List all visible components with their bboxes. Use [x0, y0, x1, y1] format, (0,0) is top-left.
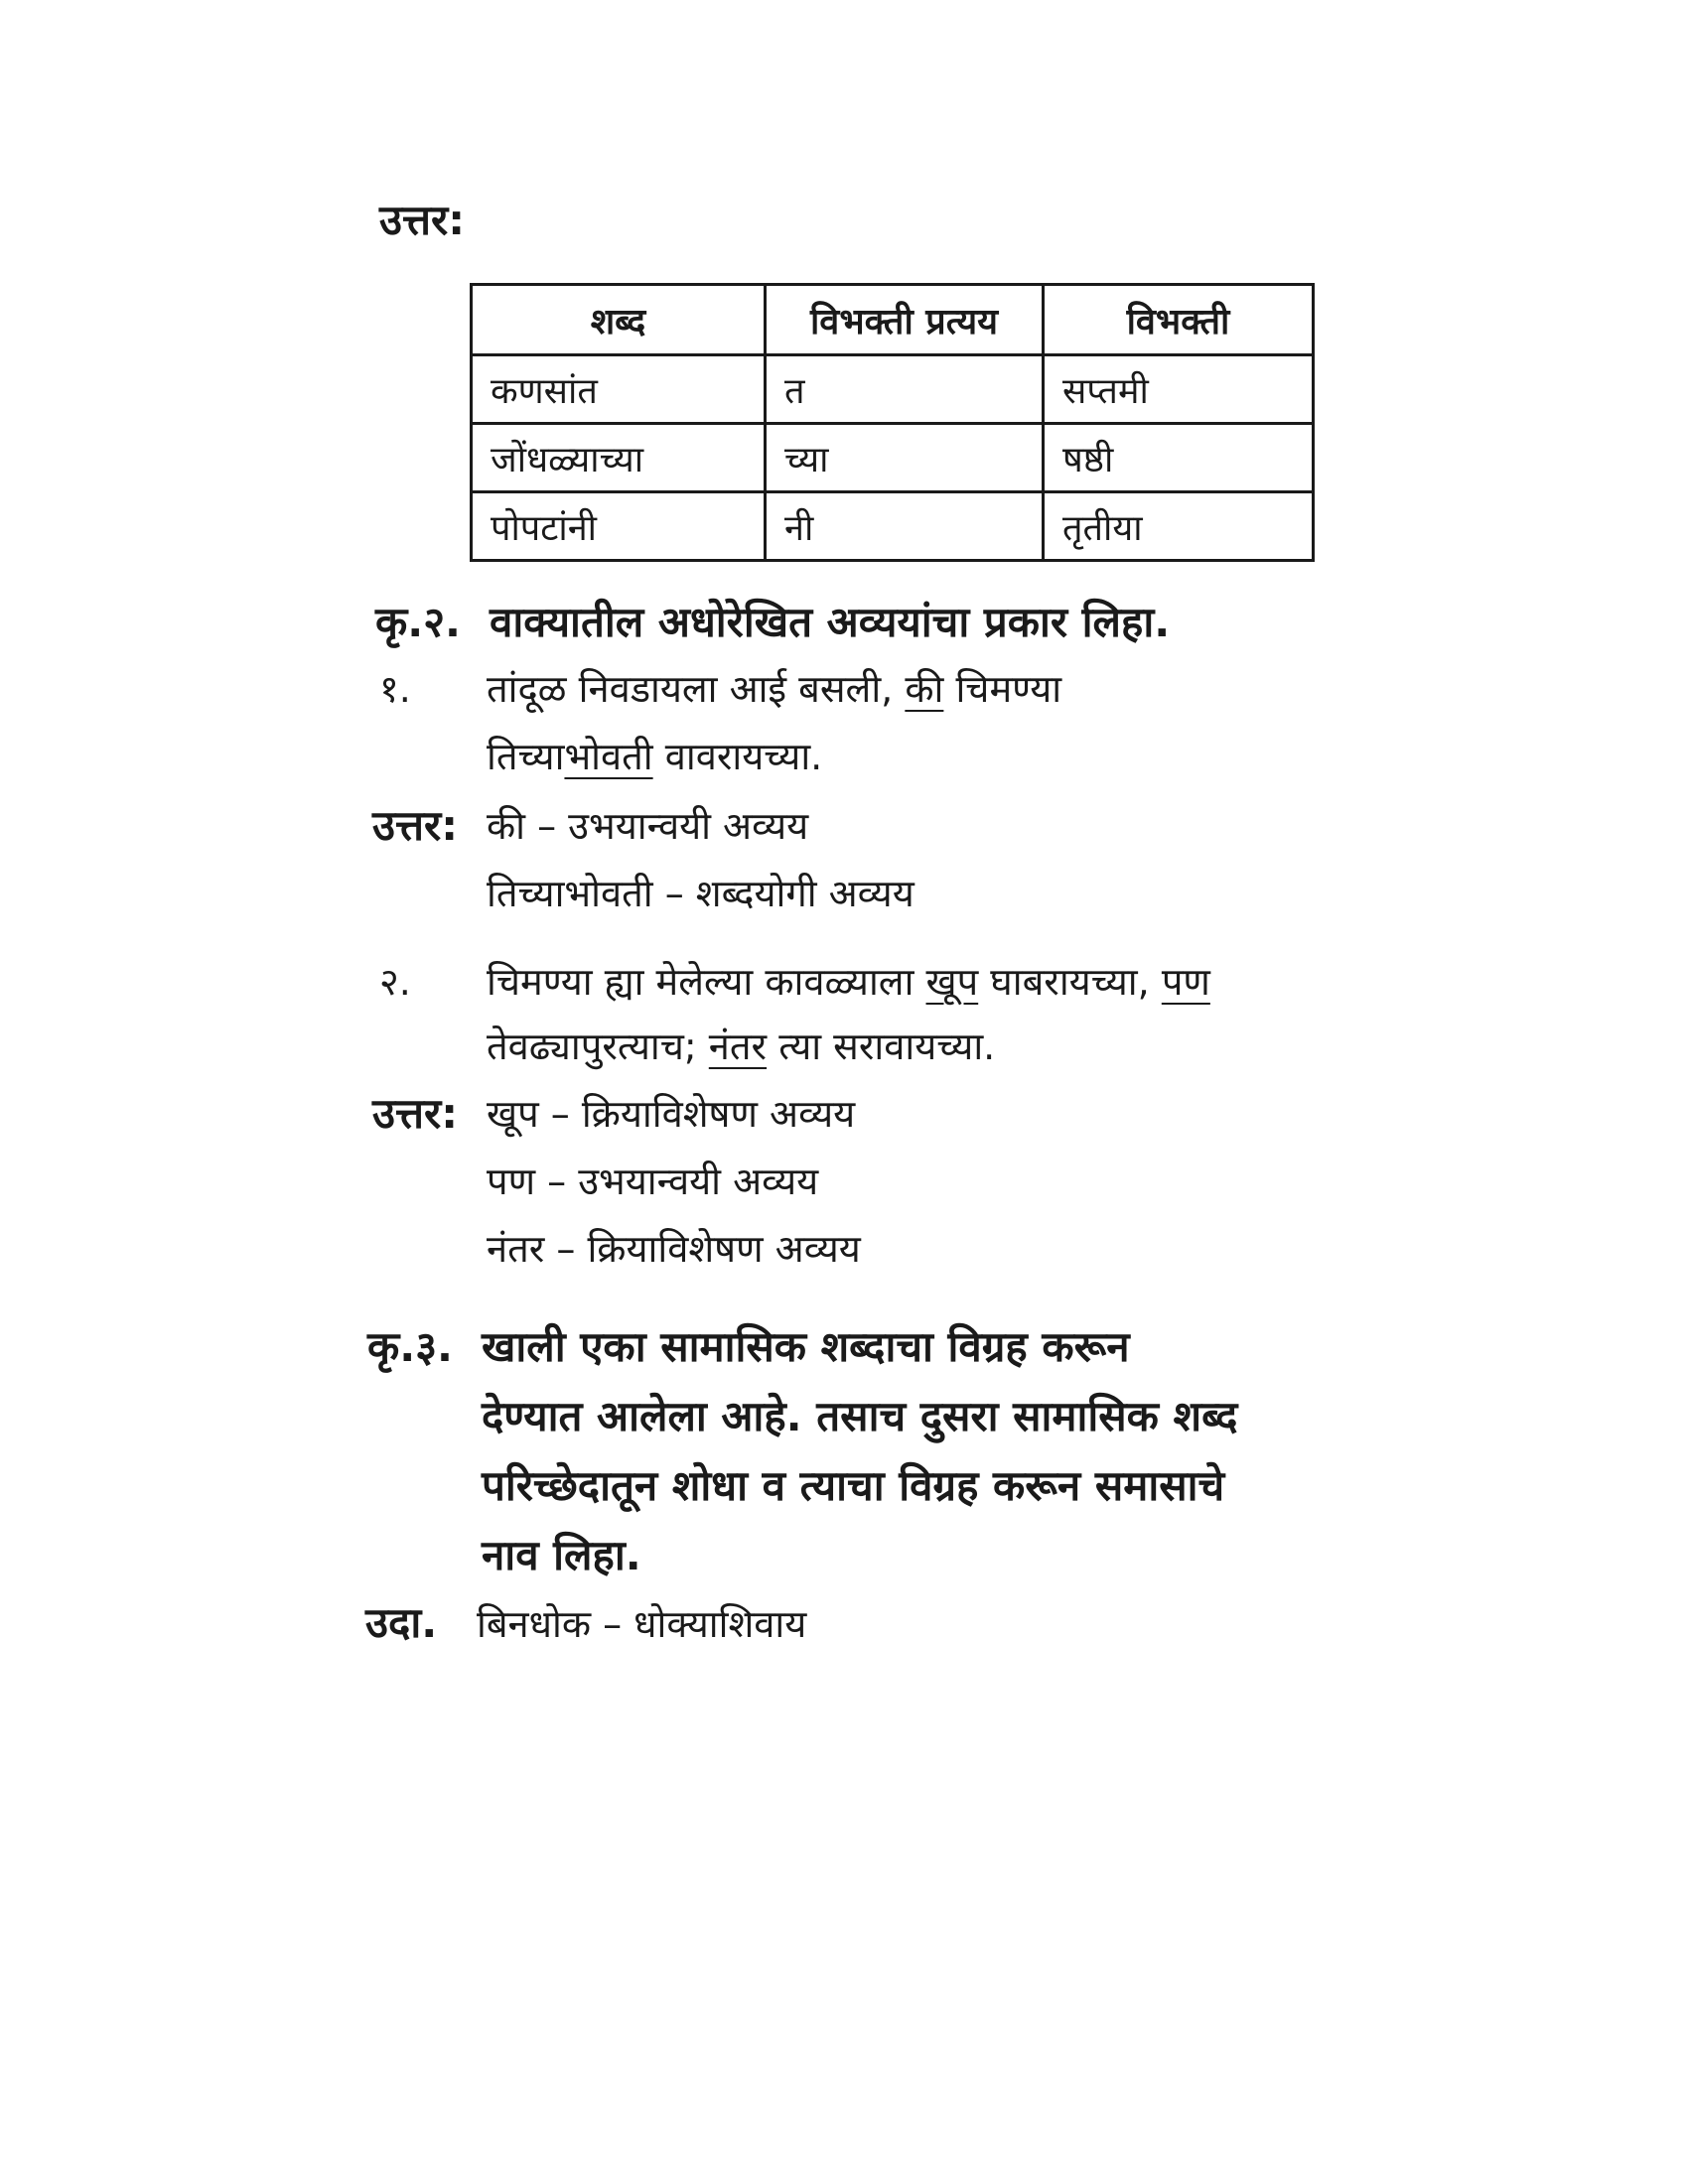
answer-line: तिच्याभोवती – शब्दयोगी अव्यय — [487, 872, 914, 915]
underlined-word: की — [905, 667, 944, 711]
example-text: बिनधोक – धोक्याशिवाय — [477, 1602, 807, 1646]
sentence-text: चिमण्या ह्या मेलेल्या कावळ्याला — [487, 960, 914, 1004]
answer-line: खूप – क्रियाविशेषण अव्यय — [487, 1092, 856, 1136]
underlined-word: खूप — [925, 960, 979, 1004]
table-cell: त — [766, 355, 1044, 424]
table-row — [472, 424, 1314, 492]
table-row — [472, 355, 1314, 424]
sentence-line — [487, 665, 1061, 713]
example-label: उदा. — [365, 1598, 438, 1647]
answer-label: उत्तर: — [379, 196, 466, 244]
table-cell: तृतीया — [1044, 492, 1314, 561]
sentence-text: चिमण्या — [955, 667, 1062, 711]
question-text-line: खाली एका सामासिक शब्दाचा विग्रह करून — [482, 1322, 1130, 1371]
sentence-text: तिच्या — [487, 735, 565, 778]
question-text-line: नाव लिहा. — [482, 1531, 641, 1579]
answer-line: की – उभयान्वयी अव्यय — [487, 804, 809, 848]
sentence-text: वावरायच्या. — [664, 735, 823, 778]
question-text: वाक्यातील अधोरेखित अव्ययांचा प्रकार लिहा. — [490, 598, 1171, 646]
sentence-line — [487, 733, 822, 780]
sentence-text: तेवढ्यापुरत्याच; — [487, 1024, 697, 1068]
table-cell: पोपटांनी — [472, 492, 766, 561]
table-header-cell: शब्द — [472, 285, 766, 355]
underlined-word: नंतर — [708, 1024, 768, 1068]
item-number: २. — [379, 960, 411, 1004]
table-header-cell: विभक्ती — [1044, 285, 1314, 355]
sentence-line — [487, 958, 1210, 1006]
answer-line: नंतर – क्रियाविशेषण अव्यय — [487, 1227, 861, 1271]
question-number: कृ.२. — [375, 598, 462, 646]
item-number: १. — [379, 667, 411, 711]
question-text-line: देण्यात आलेला आहे. तसाच दुसरा सामासिक शब्द — [482, 1392, 1238, 1440]
sentence-text: घाबरायच्या, — [990, 960, 1150, 1004]
table-cell: जोंधळ्याच्या — [472, 424, 766, 492]
question-text-line: परिच्छेदातून शोधा व त्याचा विग्रह करून समासाचे — [482, 1461, 1225, 1510]
table-cell: षष्ठी — [1044, 424, 1314, 492]
underlined-word: पण — [1161, 960, 1210, 1004]
answer-label: उत्तर: — [372, 801, 459, 850]
answer-table — [470, 283, 1315, 562]
table-cell: कणसांत — [472, 355, 766, 424]
underlined-word: भोवती — [564, 735, 653, 778]
table-cell: च्या — [766, 424, 1044, 492]
table-header-cell: विभक्ती प्रत्यय — [766, 285, 1044, 355]
table-header-row — [472, 285, 1314, 355]
table-cell: नी — [766, 492, 1044, 561]
table-row — [472, 492, 1314, 561]
answer-label: उत्तर: — [372, 1089, 459, 1138]
answer-line: पण – उभयान्वयी अव्यय — [487, 1160, 819, 1203]
table-cell: सप्तमी — [1044, 355, 1314, 424]
sentence-text: तांदूळ निवडायला आई बसली, — [487, 667, 894, 711]
question-number: कृ.३. — [367, 1322, 454, 1371]
sentence-line — [487, 1023, 995, 1070]
sentence-text: त्या सरावायच्या. — [778, 1024, 996, 1068]
